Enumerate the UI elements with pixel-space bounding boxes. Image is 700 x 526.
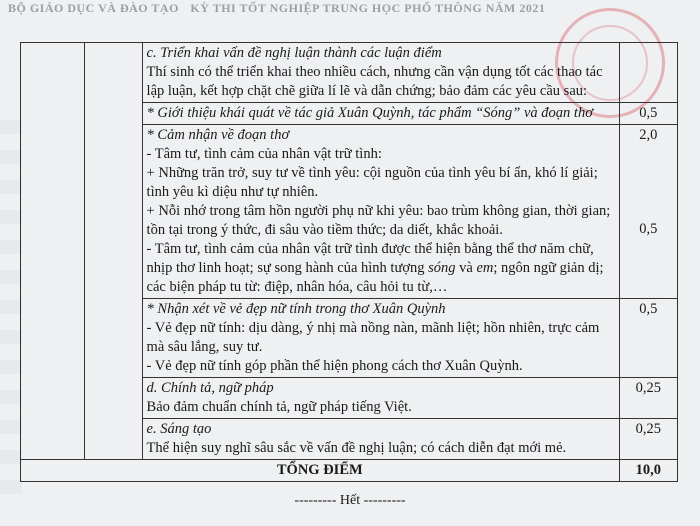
total-score: 10,0 (619, 460, 677, 482)
empty-col-2 (84, 43, 142, 460)
feel-line-2: + Những trăn trở, suy tư về tình yêu: cội nguồn của tình yêu bí ẩn, khó lí giải; tình yêu kì diệu như tự nhiên. (146, 165, 598, 200)
header-exam-title: KỲ THI TỐT NGHIỆP TRUNG HỌC PHỔ THÔNG NĂM 2021 (190, 1, 546, 15)
bleed-through-shadow (0, 120, 22, 500)
e-score: 0,25 (619, 419, 677, 460)
total-label: TỔNG ĐIỂM (21, 460, 620, 482)
feel-cell (142, 125, 619, 299)
feel-title: * Cảm nhận về đoạn thơ (146, 127, 290, 143)
art-mid: và (455, 260, 477, 276)
scoring-rubric-table (20, 42, 678, 482)
remark-line-2: - Vẻ đẹp nữ tính góp phần thể hiện phong cách thơ Xuân Quỳnh. (146, 358, 523, 374)
intro-score: 0,5 (619, 103, 677, 125)
remark-score: 0,5 (619, 299, 677, 378)
feel-score: 2,0 (639, 127, 658, 143)
remark-title: * Nhận xét về vẻ đẹp nữ tính trong thơ Xuân Quỳnh (146, 301, 446, 317)
remark-line-1: - Vẻ đẹp nữ tính: dịu dàng, ý nhị mà nồng nàn, mãnh liệt; hồn nhiên, trực cảm mà sâu lắng, suy tư. (146, 320, 600, 355)
score-cell-empty (619, 43, 677, 103)
art-line (147, 240, 615, 297)
intro-text: * Giới thiệu khái quát về tác giả Xuân Quỳnh, tác phẩm “Sóng” và đoạn thơ (142, 103, 619, 125)
e-title: e. Sáng tạo (146, 421, 212, 437)
art-score: 0,5 (639, 221, 658, 237)
art-word-em: em (476, 260, 494, 276)
art-post: ; ngôn ngữ giản dị; các biện pháp tu từ: điệp, nhân hóa, câu hỏi tu từ,… (146, 260, 604, 295)
c-text: Thí sinh có thể triển khai theo nhiều cách, nhưng cần vận dụng tốt các thao tác lập luận, kết hợp chặt chẽ giữa lí lẽ và dẫn chứng; bảo đảm các yêu cầu sau: (146, 64, 603, 99)
row-c-criteria (21, 43, 678, 103)
c-title: c. Triển khai vấn đề nghị luận thành các luận điểm (146, 45, 442, 61)
empty-col-1 (21, 43, 85, 460)
art-word-song: sóng (428, 260, 456, 276)
d-cell (142, 378, 619, 419)
feel-score-cell (619, 125, 677, 299)
d-title: d. Chính tả, ngữ pháp (146, 380, 274, 396)
criteria-cell (142, 43, 619, 103)
e-text: Thể hiện suy nghĩ sâu sắc về vấn đề nghị luận; có cách diễn đạt mới mẻ. (146, 440, 567, 456)
art-pre: - Tâm tư, tình cảm của nhân vật trữ tình được thể hiện bằng thể thơ năm chữ, nhịp thơ linh hoạt; sự song hành của hình tượng (146, 241, 594, 276)
end-marker: --------- Hết --------- (294, 493, 406, 508)
feel-line-1: - Tâm tư, tình cảm của nhân vật trữ tình: (146, 146, 382, 162)
d-score: 0,25 (619, 378, 677, 419)
d-text: Bảo đảm chuẩn chính tả, ngữ pháp tiếng Việt. (146, 399, 412, 415)
remark-cell (142, 299, 619, 378)
header-ministry: BỘ GIÁO DỤC VÀ ĐÀO TẠO (8, 1, 179, 15)
e-cell (142, 419, 619, 460)
feel-line-3: + Nỗi nhớ trong tâm hồn người phụ nữ khi yêu: bao trùm không gian, thời gian; tồn tại trong ý thức, đi sâu vào tiềm thức; da diết, khắc khoải. (146, 203, 611, 238)
row-total (21, 460, 678, 482)
